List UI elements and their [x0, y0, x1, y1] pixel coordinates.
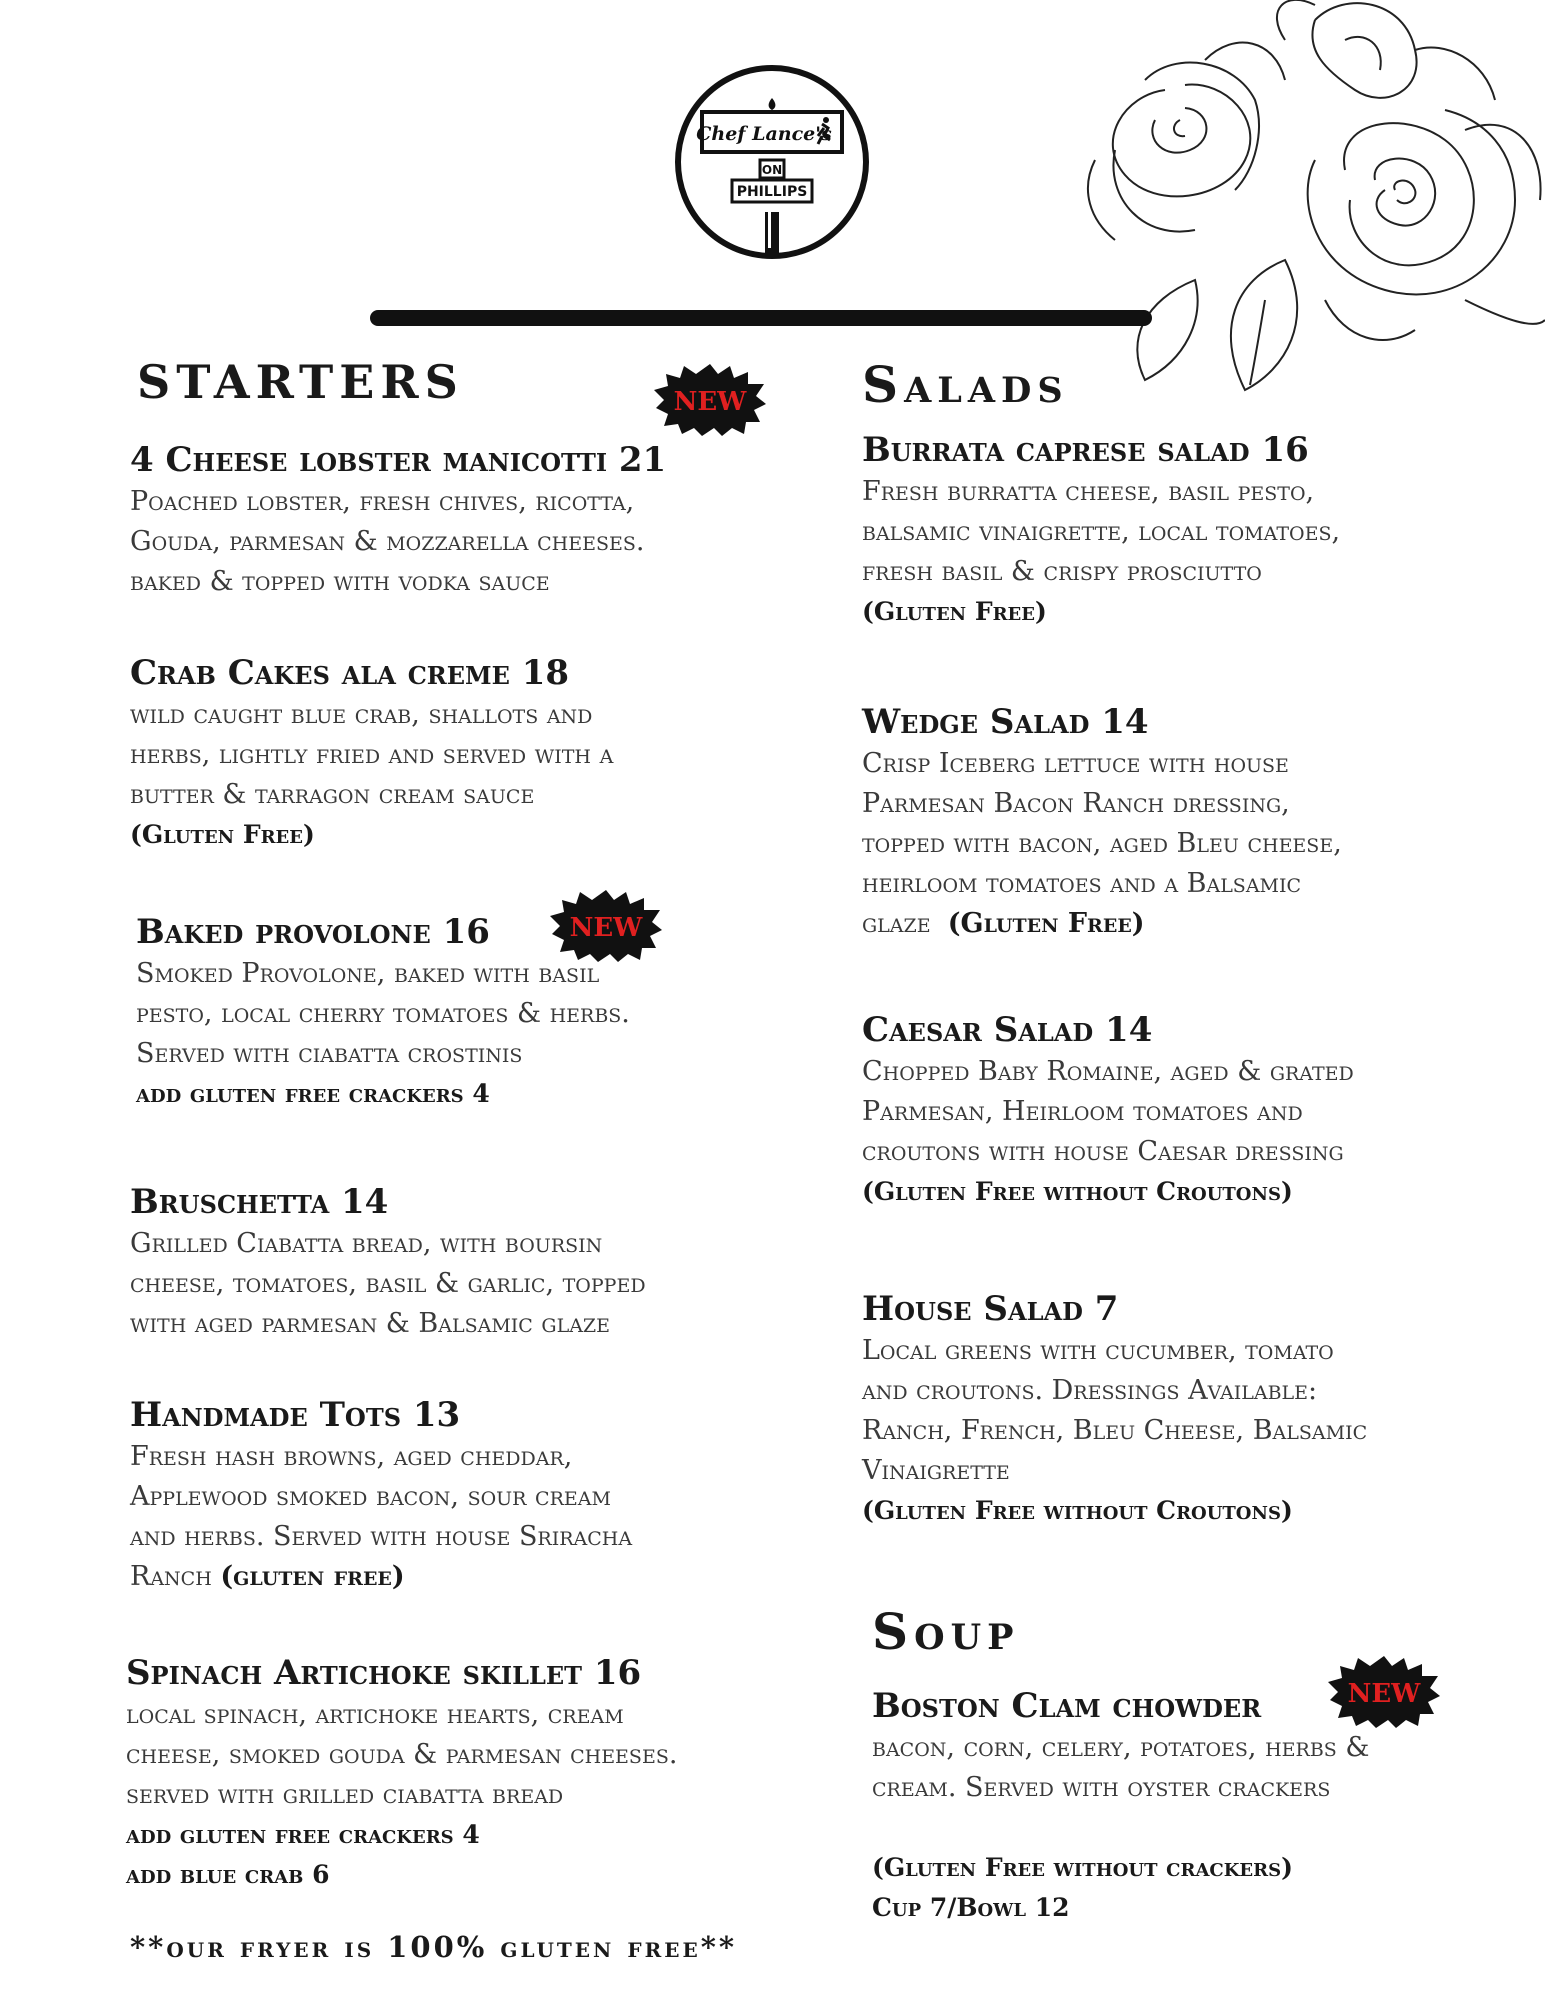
- gluten-free-note: (Gluten Free): [862, 597, 1047, 626]
- starter-item-title: Bruschetta 14: [130, 1182, 389, 1222]
- starter-item-desc-line: Applewood smoked bacon, sour cream: [130, 1481, 611, 1512]
- logo-line-2: ON: [761, 163, 783, 177]
- starter-item: [126, 1651, 677, 1895]
- salad-item-desc-text: glaze: [862, 908, 931, 939]
- salad-item-desc-line: topped with bacon, aged Bleu cheese,: [862, 828, 1342, 859]
- salad-item-desc-line: Parmesan Bacon Ranch dressing,: [862, 788, 1290, 819]
- gluten-free-note: (Gluten Free without crackers): [872, 1853, 1293, 1882]
- soup-item-desc-line: bacon, corn, celery, potatoes, herbs &: [872, 1732, 1370, 1763]
- starter-item-desc-line: with aged parmesan & Balsamic glaze: [130, 1308, 610, 1339]
- new-badge-label: NEW: [1347, 1679, 1421, 1709]
- salad-item-desc-line: Fresh burratta cheese, basil pesto,: [862, 476, 1315, 507]
- gluten-free-note: (Gluten Free): [947, 908, 1145, 939]
- salad-item: [862, 700, 1342, 944]
- starter-item-desc-line: [130, 1557, 632, 1597]
- starter-item-desc-line: Fresh hash browns, aged cheddar,: [130, 1441, 573, 1472]
- salad-item: [862, 1008, 1354, 1212]
- salad-item-desc-line: Vinaigrette: [862, 1455, 1010, 1486]
- add-on-note: add blue crab 6: [126, 1860, 330, 1889]
- salad-item-desc-line: Parmesan, Heirloom tomatoes and: [862, 1096, 1303, 1127]
- starter-item-desc-line: cheese, tomatoes, basil & garlic, topped: [130, 1268, 646, 1299]
- salads-heading: Salads: [862, 355, 1069, 414]
- salad-item-desc-line: and croutons. Dressings Available:: [862, 1375, 1318, 1406]
- logo-line-3: PHILLIPS: [736, 184, 808, 200]
- salad-item: [862, 1287, 1367, 1531]
- salad-item-title: Wedge Salad 14: [862, 702, 1149, 742]
- soup-item-desc-line: cream. Served with oyster crackers: [872, 1772, 1331, 1803]
- add-on-note: add gluten free crackers 4: [136, 1079, 490, 1108]
- starter-item-desc-line: herbs, lightly fried and served with a: [130, 739, 614, 770]
- starter-item-desc-text: Ranch: [130, 1561, 212, 1592]
- starter-item-desc-line: baked & topped with vodka sauce: [130, 566, 550, 597]
- soup-item: [872, 1684, 1369, 1928]
- starter-item-desc-line: pesto, local cherry tomatoes & herbs.: [136, 998, 630, 1029]
- salad-item-desc-line: Chopped Baby Romaine, aged & grated: [862, 1056, 1354, 1087]
- restaurant-logo: [672, 62, 872, 262]
- starter-item-desc-line: served with grilled ciabatta bread: [126, 1779, 564, 1810]
- starter-item-desc-line: local spinach, artichoke hearts, cream: [126, 1699, 624, 1730]
- starter-item-desc-line: Poached lobster, fresh chives, ricotta,: [130, 486, 635, 517]
- starter-item-desc-line: butter & tarragon cream sauce: [130, 779, 535, 810]
- starter-item-title: Spinach Artichoke skillet 16: [126, 1653, 642, 1693]
- rose-illustration: [1085, 0, 1545, 400]
- starter-item-title: Handmade Tots 13: [130, 1395, 461, 1435]
- salad-item-desc-line: Ranch, French, Bleu Cheese, Balsamic: [862, 1415, 1368, 1446]
- new-badge: [548, 888, 664, 964]
- new-badge-label: NEW: [569, 913, 643, 943]
- spacer: [872, 1808, 1369, 1848]
- starter-item-desc-line: cheese, smoked gouda & parmesan cheeses.: [126, 1739, 678, 1770]
- new-badge-label: NEW: [673, 387, 747, 417]
- soup-heading: Soup: [872, 1602, 1020, 1661]
- starter-item-desc-line: Served with ciabatta crostinis: [136, 1038, 523, 1069]
- new-badge: [652, 362, 768, 438]
- gluten-free-note: (gluten free): [220, 1561, 405, 1592]
- salad-item-desc-line: [862, 904, 1342, 944]
- starter-item: [130, 438, 666, 602]
- salad-item-title: House Salad 7: [862, 1289, 1119, 1329]
- starter-item-desc-line: and herbs. Served with house Sriracha: [130, 1521, 633, 1552]
- new-badge: [1326, 1654, 1442, 1730]
- soup-item-title: Boston Clam chowder: [872, 1686, 1262, 1726]
- header-divider: [370, 310, 1152, 326]
- starter-item-desc-line: Grilled Ciabatta bread, with boursin: [130, 1228, 603, 1259]
- salad-item-desc-line: Crisp Iceberg lettuce with house: [862, 748, 1289, 779]
- starter-item-desc-line: wild caught blue crab, shallots and: [130, 699, 593, 730]
- salad-item-desc-line: croutons with house Caesar dressing: [862, 1136, 1344, 1167]
- add-on-note: add gluten free crackers 4: [126, 1820, 480, 1849]
- salad-item-title: Burrata caprese salad 16: [862, 430, 1309, 470]
- soup-price: Cup 7/Bowl 12: [872, 1893, 1070, 1922]
- salad-item-desc-line: Local greens with cucumber, tomato: [862, 1335, 1334, 1366]
- logo-line-1: Chef Lance's: [696, 123, 832, 145]
- rose-line-art: [1085, 0, 1545, 400]
- starter-item: [130, 1180, 646, 1344]
- salad-item-title: Caesar Salad 14: [862, 1010, 1153, 1050]
- starters-heading: STARTERS: [137, 355, 464, 409]
- salad-item-desc-line: fresh basil & crispy prosciutto: [862, 556, 1262, 587]
- logo-emblem: [672, 62, 872, 262]
- gluten-free-note: (Gluten Free without Croutons): [862, 1177, 1293, 1206]
- gluten-free-note: (Gluten Free): [130, 820, 315, 849]
- starter-item: [130, 1393, 632, 1597]
- salad-item: [862, 428, 1340, 632]
- starter-item-title: Crab Cakes ala creme 18: [130, 653, 570, 693]
- starter-item-title: Baked provolone 16: [136, 912, 490, 952]
- salad-item-desc-line: heirloom tomatoes and a Balsamic: [862, 868, 1302, 899]
- starter-item: [130, 651, 613, 855]
- starter-item-desc-line: Gouda, parmesan & mozzarella cheeses.: [130, 526, 645, 557]
- starter-item-desc-line: Smoked Provolone, baked with basil: [136, 958, 600, 989]
- salad-item-desc-line: balsamic vinaigrette, local tomatoes,: [862, 516, 1341, 547]
- starter-item-title: 4 Cheese lobster manicotti 21: [130, 440, 667, 480]
- gluten-free-note: (Gluten Free without Croutons): [862, 1496, 1293, 1525]
- fryer-footnote: **our fryer is 100% gluten free**: [130, 1930, 738, 1964]
